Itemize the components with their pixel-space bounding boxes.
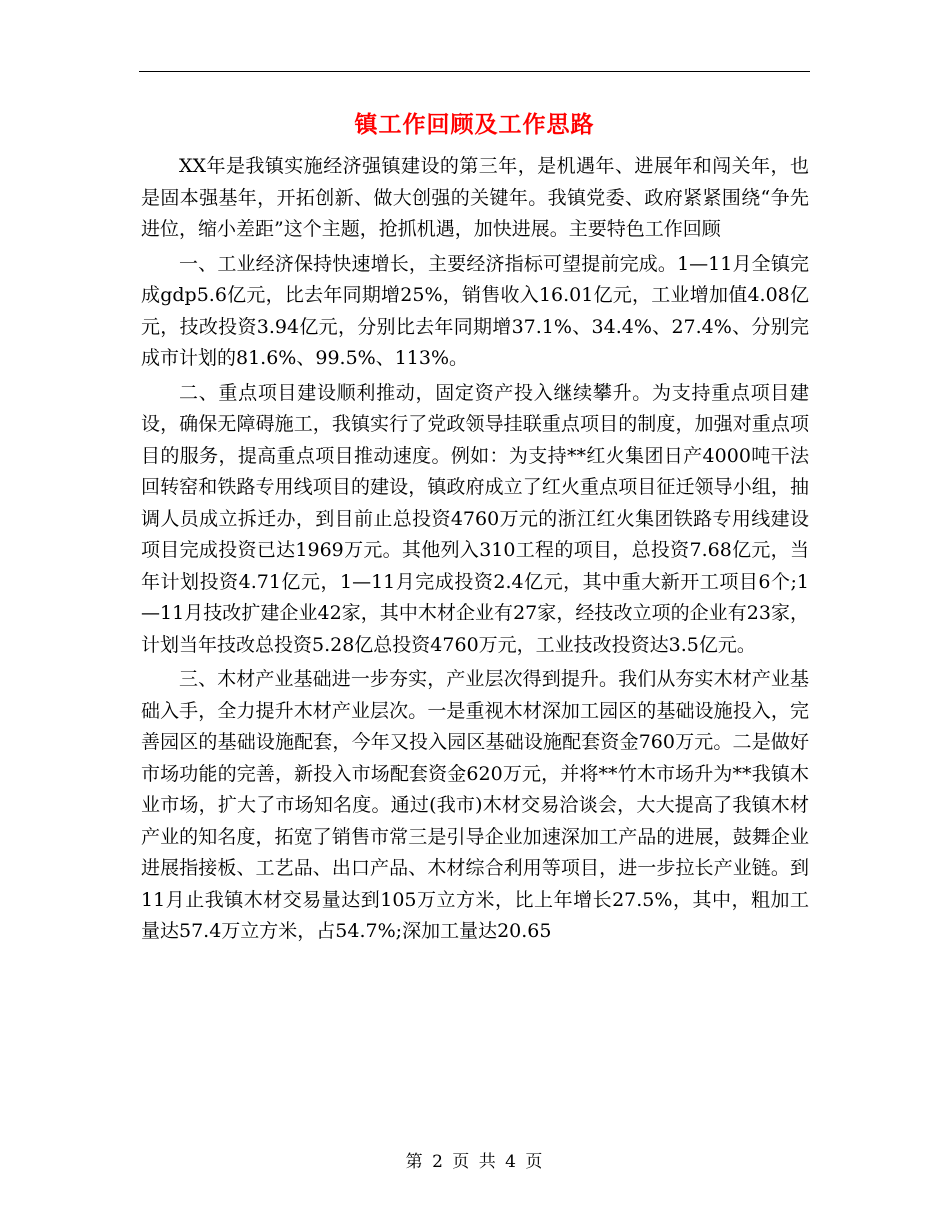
page-number: 第 2 页 共 4 页 xyxy=(405,1152,545,1172)
document-body xyxy=(141,151,809,948)
paragraph-key-projects: 二、重点项目建设顺利推动，固定资产投入继续攀升。为支持重点项目建设，确保无障碍施工，我镇实行了党政领导挂联重点项目的制度，加强对重点项目的服务，提高重点项目推动速度。例如：为支持**红火集团日产4000吨干法回转窑和铁路专用线项目的建设，镇政府成立了红火重点项目征迁领导小组，抽调人员成立拆迁办，到目前止总投资4760万元的浙江红火集团铁路专用线建设项目完成投资已达1969万元。其他列入310工程的项目，总投资7.68亿元，当年计划投资4.71亿元，1—11月完成投资2.4亿元，其中重大新开工项目6个;1—11月技改扩建企业42家，其中木材企业有27家，经技改立项的企业有23家，计划当年技改总投资5.28亿总投资4760万元，工业技改投资达3.5亿元。 xyxy=(141,381,809,656)
paragraph-industrial-economy: 一、工业经济保持快速增长，主要经济指标可望提前完成。1—11月全镇完成gdp5.6亿元，比去年同期增25%，销售收入16.01亿元，工业增加值4.08亿元，技改投资3.94亿元，分别比去年同期增37.1%、34.4%、27.4%、分别完成市计划的81.6%、99.5%、113%。 xyxy=(141,252,809,369)
paragraph-timber-industry: 三、木材产业基础进一步夯实，产业层次得到提升。我们从夯实木材产业基础入手，全力提升木材产业层次。一是重视木材深加工园区的基础设施投入，完善园区的基础设施配套，今年又投入园区基础设施配套资金760万元。二是做好市场功能的完善，新投入市场配套资金620万元，并将**竹木市场升为**我镇木业市场，扩大了市场知名度。通过(我市)木材交易洽谈会，大大提高了我镇木材产业的知名度，拓宽了销售市常三是引导企业加速深加工产品的进展，鼓舞企业进展指接板、工艺品、出口产品、木材综合利用等项目，进一步拉长产业链。到11月止我镇木材交易量达到105万立方米，比上年增长27.5%，其中，粗加工量达57.4万立方米，占54.7%;深加工量达20.65 xyxy=(141,668,809,942)
document-title: 镇工作回顾及工作思路 xyxy=(354,111,595,138)
header-rule xyxy=(139,71,810,72)
paragraph-intro: XX年是我镇实施经济强镇建设的第三年，是机遇年、进展年和闯关年，也是固本强基年，开拓创新、做大创强的关键年。我镇党委、政府紧紧围绕“争先进位，缩小差距”这个主题，抢抓机遇，加快进展。主要特色工作回顾 xyxy=(141,155,809,240)
